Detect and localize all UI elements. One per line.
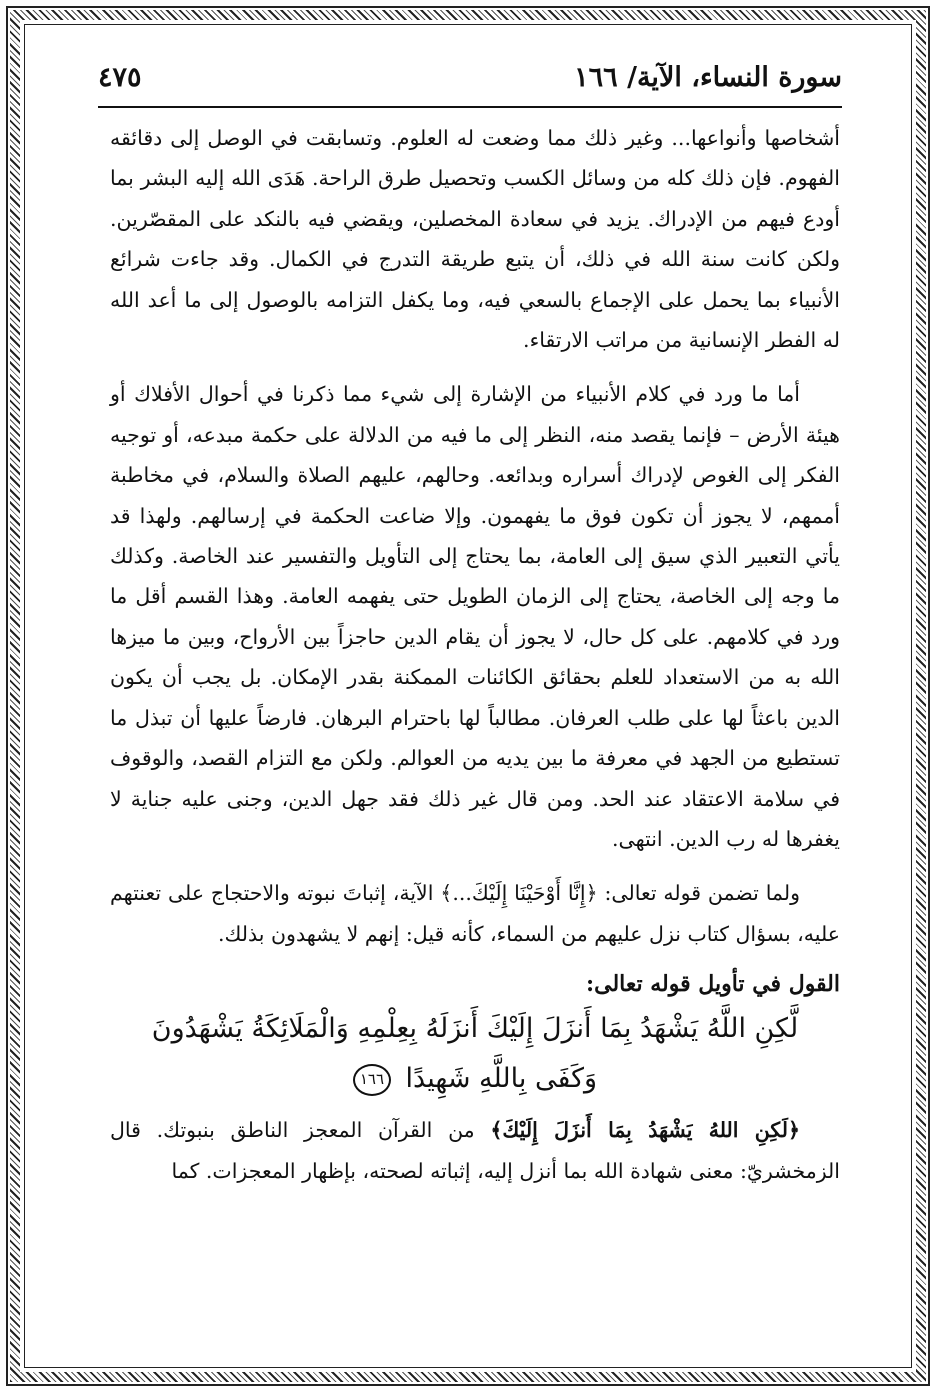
- commentary-quote: ﴿لَكِنِ اللهُ يَشْهَدُ بِمَا أَنزَلَ إِلَيْكَ﴾: [490, 1118, 800, 1143]
- page-number: ٤٧٥: [98, 62, 142, 93]
- running-title: سورة النساء، الآية/ ١٦٦: [574, 62, 842, 93]
- commentary-paragraph: [110, 1110, 840, 1191]
- header-rule: [98, 106, 842, 108]
- page-body: [110, 118, 840, 1191]
- paragraph-3: ولما تضمن قوله تعالى: ﴿إِنَّا أَوْحَيْنَا إِلَيْكَ...﴾ الآية، إثباتَ نبوته والاحتجاج على تعنتهم عليه، بسؤال كتاب نزل عليهم من السماء، كأنه قيل: إنهم لا يشهدون بذلك.: [110, 881, 840, 946]
- commentary-text: من القرآن المعجز الناطق بنبوتك. قال الزمخشريّ: معنى شهادة الله بما أنزل إليه، إثباته لصحته، بإظهار المعجزات. كما: [110, 1118, 840, 1183]
- ayah-number-marker: ١٦٦: [353, 1064, 391, 1096]
- paragraph-1: أشخاصها وأنواعها... وغير ذلك مما وضعت له العلوم. وتسابقت في الوصل إلى دقائقه الفهوم. فإن ذلك كله من وسائل الكسب وتحصيل طرق الراحة. هَدَى الله إليه البشر بما أودع فيهم من الإدراك. يزيد في سعادة المخصلين، ويقضي فيه بالنكد على المقصّرين. ولكن كانت سنة الله في ذلك، أن يتبع طريقة التدرج في الكمال. وقد جاءت شرائع الأنبياء بما يحمل على الإجماع بالسعي فيه، وما يكفل التزامه بالوصول إلى ما أعد الله له الفطر الإنسانية من مراتب الارتقاء.: [110, 126, 840, 353]
- section-heading: القول في تأويل قوله تعالى:: [586, 971, 840, 998]
- paragraph-2: أما ما ورد في كلام الأنبياء من الإشارة إلى شيء مما ذكرنا في أحوال الأفلاك أو هيئة الأرض – فإنما يقصد منه، النظر إلى ما فيه من الدلالة على حكمة مبدعه، أو توجيه الفكر إلى الغوص لإدراك أسراره وبدائعه. وحالهم، عليهم الصلاة والسلام، في مخاطبة أممهم، لا يجوز أن تكون فوق ما يفهمون. وإلا ضاعت الحكمة في إرسالهم. ولهذا قد يأتي التعبير الذي سيق إلى العامة، بما يحتاج إلى التأويل والتفسير عند الخاصة. وكذلك ما وجه إلى الخاصة، يحتاج إلى الزمان الطويل حتى يفهمه العامة. وهذا القسم أقل ما ورد في كلامهم. على كل حال، لا يجوز أن يقام الدين حاجزاً بين الأرواح، وبين ما ميزها الله به من الاستعداد للعلم بحقائق الكائنات الممكنة بقدر الإمكان. بل يجب أن يكون الدين باعثاً لها على طلب العرفان. مطالباً لها باحترام البرهان. فارضاً عليها أن تبذل ما تستطيع من الجهد في معرفة ما بين يديه من العوالم. ولكن مع التزام القصد، والوقوف في سلامة الاعتقاد عند الحد. ومن قال غير ذلك فقد جهل الدين، وجنى عليه جناية لا يغفرها له رب الدين. انتهى.: [110, 382, 840, 851]
- verse-line-2-text: وَكَفَى بِاللَّهِ شَهِيدًا: [405, 1063, 598, 1095]
- verse-line-2: [110, 1054, 840, 1104]
- page-header: [98, 58, 842, 108]
- verse-line-1: لَّكِنِ اللَّهُ يَشْهَدُ بِمَا أَنزَلَ إِلَيْكَ أَنزَلَهُ بِعِلْمِهِ وَالْمَلَائِكَةُ يَشْهَدُونَ: [151, 1013, 799, 1045]
